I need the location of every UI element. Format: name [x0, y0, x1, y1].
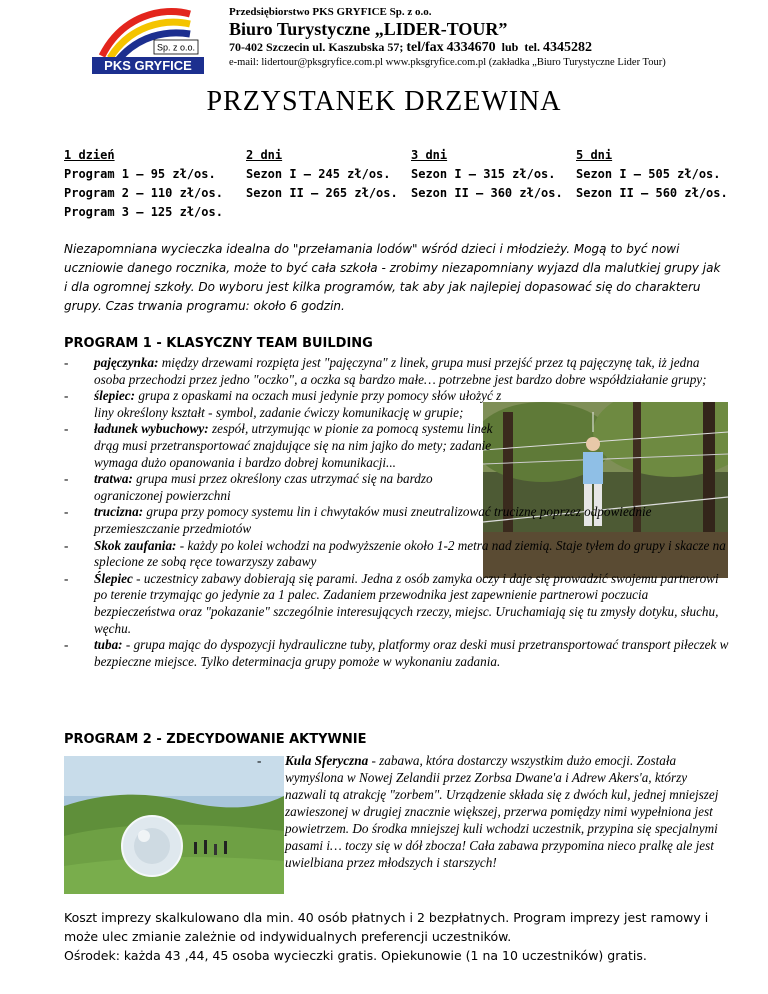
company-name: Przedsiębiorstwo PKS GRYFICE Sp. z o.o.: [229, 6, 432, 18]
item-text: - każdy po kolei wchodzi na podwyższenie około 1-2 metra nad ziemią. Staje tyłem do grupy i skacze na splecione ze sobą ręce towarzyszy zabawy: [94, 537, 726, 570]
item-name: trucizna:: [94, 504, 144, 520]
price-line: Program 1 – 95 zł/os.: [64, 167, 216, 181]
footer-line-2: Ośrodek: każda 43 ,44, 45 osoba wycieczki gratis. Opiekunowie (1 na 10 uczestników) gratis.: [64, 948, 647, 963]
item-text: zespół, utrzymując w pionie za pomocą systemu linek drąg musi przetransportować znajdujące się na nim jajko do mety; zadanie wymaga dużo opanowania i bardzo dobrej komunikacji...: [94, 421, 493, 470]
telfax-number: 4334670: [446, 40, 496, 55]
item-text: grupa przy pomocy systemu lin i chwytaków musi zneutralizować truciznę poprzez odpowiednie przemieszczanie przedmiotów: [94, 504, 652, 536]
price-column-3-days: [411, 146, 563, 203]
item-name: tuba:: [94, 637, 123, 653]
price-line: Program 2 – 110 zł/os.: [64, 186, 223, 200]
tel-number: 4345282: [543, 40, 593, 55]
item-text: - grupa mając do dyspozycji hydrauliczne tuby, platformy oraz deski musi przetransportować transport piłeczek w bezpieczne miejsce. Tylko determinacja grupy pomoże w wykonaniu zadania.: [94, 637, 729, 669]
zorb-ball-photo: [64, 756, 284, 894]
price-line: Sezon I – 245 zł/os.: [246, 167, 391, 181]
price-line: Sezon II – 265 zł/os.: [246, 186, 398, 200]
list-item: - Skok zaufania: - każdy po kolei wchodzi na podwyższenie około 1-2 metra nad ziemią. Staje tyłem do grupy i skacze na splecione ze sobą ręce towarzyszy zabawy: [64, 537, 726, 570]
price-heading: 1 dzień: [64, 148, 115, 162]
item-text: grupa musi przez określony czas utrzymać się na bardzo ograniczonej powierzchni: [94, 471, 433, 503]
intro-paragraph: Niezapomniana wycieczka idealna do "przełamania lodów" wśród dzieci i młodzieży. Mogą to być nowi uczniowie danego rocznika, może to być cała szkoła - zrobimy niezapomniany wyjazd dla malutkiej grupy jak i dla ogromnej szkoły. Do wyboru jest kilka programów, tak aby jak najlepiej dopasować się do charakteru grupy. Czas trwania programu: około 6 godzin.: [64, 242, 721, 313]
item-text: - zabawa, która dostarczy wszystkim dużo emocji. Została wymyślona w Nowej Zelandii przez Zorbsa Dwane'a i Adrew Akers'a, którzy nazwali tą atrakcję "zorbem". Urządzenie składa się z dwóch kul, jednej mniejszej zawieszonej w drugiej znacznie większej, przerwa pomiędzy nimi wypełniona jest powietrzem. Do środka mniejszej kuli wchodzi uczestnik, przypina się specjalnymi pasami i… toczy się w dół zbocza! Cała zabawa przypomina nieco pralkę ale jest uwielbiana przez młodszych i starszych!: [285, 753, 719, 870]
item-name: Skok zaufania:: [94, 537, 177, 553]
price-column-1-day: [64, 146, 223, 222]
item-name: Kula Sferyczna: [285, 753, 369, 768]
price-line: Sezon II – 360 zł/os.: [411, 186, 563, 200]
tel-label: tel.: [524, 40, 541, 54]
program-2-heading: PROGRAM 2 - ZDECYDOWANIE AKTYWNIE: [64, 732, 367, 747]
price-line: Program 3 – 125 zł/os.: [64, 205, 223, 219]
footer-line-1: Koszt imprezy skalkulowano dla min. 40 osób płatnych i 2 bezpłatnych. Program imprezy jest ramowy i może ulec zmianie zależnie od indywidualnych preferencji uczestników.: [64, 910, 709, 944]
list-item: - trucizna: grupa przy pomocy systemu lin i chwytaków musi zneutralizować truciznę poprzez odpowiednie przemieszczanie przedmiotów: [64, 504, 652, 536]
telfax-label: tel/fax: [406, 40, 444, 55]
price-column-5-days: [576, 146, 728, 203]
price-line: Sezon I – 505 zł/os.: [576, 167, 721, 181]
program-1-heading: PROGRAM 1 - KLASYCZNY TEAM BUILDING: [64, 336, 373, 351]
list-item: - ładunek wybuchowy: zespół, utrzymując w pionie za pomocą systemu linek drąg musi przetransportować znajdujące się na nim jajko do mety; zadanie wymaga dużo opanowania i bardzo dobrej komunikacji...: [64, 421, 493, 470]
svg-text:PKS GRYFICE: PKS GRYFICE: [104, 58, 192, 73]
price-heading: 2 dni: [246, 148, 283, 162]
list-item: - ślepiec: grupa z opaskami na oczach musi jedynie przy pomocy słów ułożyć z liny określony kształt - symbol, zadanie ćwiczy komunikację w grupie;: [64, 388, 502, 420]
svg-text:Sp. z o.o.: Sp. z o.o.: [156, 42, 196, 53]
item-text: grupa z opaskami na oczach musi jedynie przy pomocy słów ułożyć z liny określony kształt - symbol, zadanie ćwiczy komunikację w grupie;: [94, 388, 502, 420]
page-title: PRZYSTANEK DRZEWINA: [206, 86, 562, 117]
program-2-item: - Kula Sferyczna - zabawa, która dostarczy wszystkim dużo emocji. Została wymyślona w Nowej Zelandii przez Zorbsa Dwane'a i Adrew Akers'a, którzy nazwali tą atrakcję "zorbem". Urządzenie składa się z dwóch kul, jednej mniejszej zawieszonej w drugiej znacznie większej, przerwa pomiędzy nimi wypełniona jest powietrzem. Do środka mniejszej kuli wchodzi uczestnik, przypina się specjalnymi pasami i… toczy się w dół zbocza! Cała zabawa przypomina nieco pralkę ale jest uwielbiana przez młodszych i starszych!: [257, 753, 719, 870]
price-line: Sezon I – 315 zł/os.: [411, 167, 556, 181]
office-name: Biuro Turystyczne „LIDER-TOUR”: [229, 19, 508, 39]
list-item: - pajęczynka: między drzewami rozpięta jest "pajęczyna" z linek, grupa musi przejść przez tą pajęczynę tak, iż jedna osoba przechodzi przez jedno "oczko", a oczka są bardzo małe… potrzebne jest bardzo dobre współdziałanie grupy;: [64, 355, 707, 387]
program-1-list: [64, 355, 729, 670]
list-item: - tratwa: grupa musi przez określony czas utrzymać się na bardzo ograniczonej powierzchni: [64, 471, 433, 503]
price-column-2-days: [246, 146, 398, 203]
footer-notes: [64, 908, 734, 965]
or-label: lub: [501, 40, 519, 54]
item-text: między drzewami rozpięta jest "pajęczyna" z linek, grupa musi przejść przez tą pajęczynę tak, iż jedna osoba przechodzi przez jedno "oczko", a oczka są bardzo małe… potrzebne jest bardzo dobre współdziałanie grupy;: [94, 355, 707, 387]
list-item: - tuba: - grupa mając do dyspozycji hydrauliczne tuby, platformy oraz deski musi przetransportować transport piłeczek w bezpieczne miejsce. Tylko determinacja grupy pomoże w wykonaniu zadania.: [64, 637, 729, 669]
pks-gryfice-logo: [92, 6, 204, 74]
item-name: ładunek wybuchowy:: [94, 421, 209, 437]
email-web-line[interactable]: e-mail: lidertour@pksgryfice.com.pl www.pksgryfice.com.pl (zakładka „Biuro Turystyczne Lider Tour): [229, 57, 666, 68]
price-line: Sezon II – 560 zł/os.: [576, 186, 728, 200]
address: 70-402 Szczecin ul. Kaszubska 57;: [229, 40, 404, 54]
contact-line: [229, 40, 592, 56]
item-name: Ślepiec: [94, 570, 133, 586]
item-name: pajęczynka:: [94, 355, 159, 370]
item-text: - uczestnicy zabawy dobierają się parami. Jedna z osób zamyka oczy i daje się prowadzić swojemu partnerowi po terenie trzymając go jedynie za 1 palec. Zadaniem przewodnika jest zapewnienie partnerowi poczucia bezpieczeństwa oraz "pokazanie" szczególnie interesujących rzeczy, miejsc. Uruchamiają się tu zmysły dotyku, słuchu, węchu.: [94, 570, 719, 636]
item-name: tratwa:: [94, 471, 133, 487]
item-name: ślepiec:: [94, 388, 136, 404]
price-heading: 5 dni: [576, 148, 613, 162]
price-heading: 3 dni: [411, 148, 448, 162]
list-item: - Ślepiec - uczestnicy zabawy dobierają się parami. Jedna z osób zamyka oczy i daje się prowadzić swojemu partnerowi po terenie trzymając go jedynie za 1 palec. Zadaniem przewodnika jest zapewnienie partnerowi poczucia bezpieczeństwa oraz "pokazanie" szczególnie interesujących rzeczy, miejsc. Uruchamiają się tu zmysły dotyku, słuchu, węchu.: [64, 570, 719, 636]
